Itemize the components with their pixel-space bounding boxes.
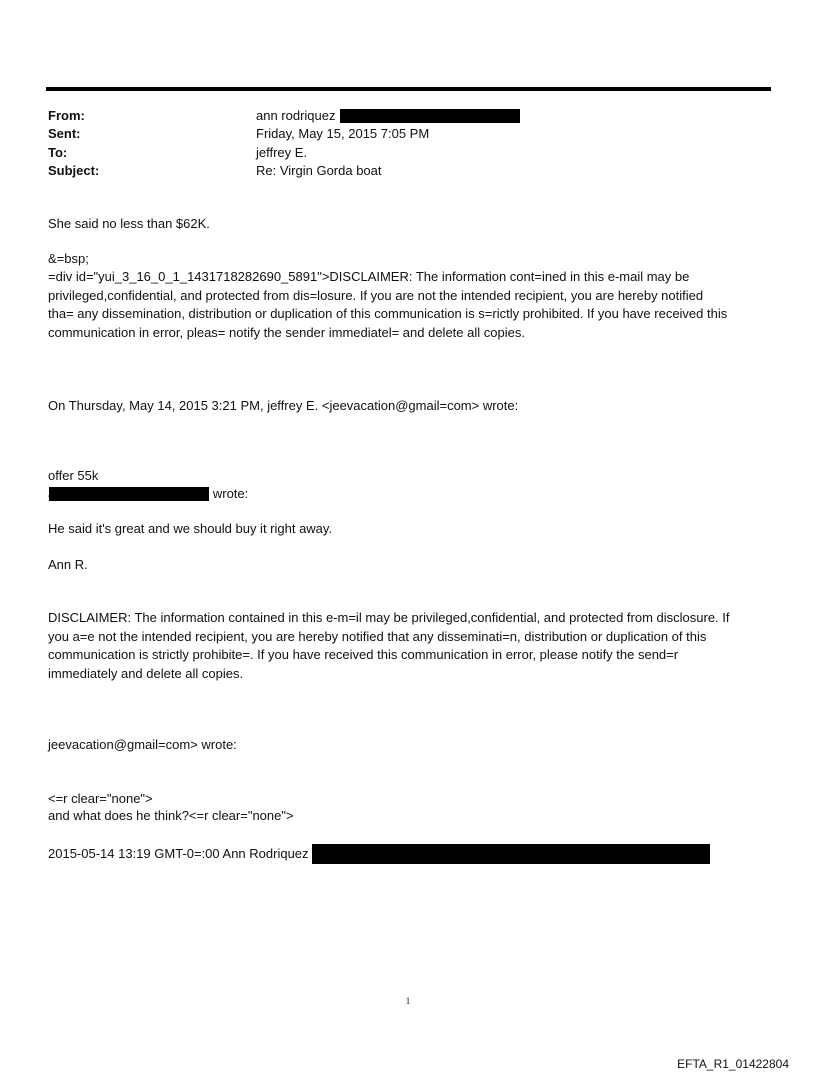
body-line-br-clear: <=r clear="none"> [48,791,153,806]
page-number: 1 [405,996,411,1006]
from-label: From: [48,108,85,123]
sent-label: Sent: [48,126,81,141]
disclaimer-1-line: privileged,confidential, and protected from dis=losure. If you are not the intended recipient, you are hereby notified [48,287,704,303]
disclaimer-2-line: you a=e not the intended recipient, you are hereby notified that any disseminati=n, distribution or duplication of this [48,628,707,644]
redaction-box [340,109,520,123]
from-name: ann rodriquez [256,108,336,123]
body-line-nbsp: &=bsp; [48,251,89,266]
disclaimer-2-line: DISCLAIMER: The information contained in this e-m=il may be privileged,confidential, and protected from disclosure. If [48,610,730,625]
sent-value: Friday, May 15, 2015 7:05 PM [256,126,430,141]
body-line-date [48,844,710,864]
redaction-box [312,844,710,864]
header-rule [46,87,771,91]
body-line-and-what: and what does he think?<=r clear="none"> [48,808,294,823]
from-value [256,107,520,125]
to-value: jeffrey E. [256,145,308,160]
wrote-text: wrote: [212,486,249,501]
disclaimer-1-line: =div id="yui_3_16_0_1_1431718282690_5891">DISCLAIMER: The information cont=ined in this e-mail may be [48,269,690,284]
body-line-offer: offer 55k [48,468,99,483]
to-label: To: [48,145,68,160]
subject-label: Subject: [48,163,100,178]
body-line-jee-wrote: jeevacation@gmail=com> wrote: [48,737,237,752]
redaction-box [49,487,209,501]
disclaimer-2-line: communication is strictly prohibite=. If you have received this communication in error, please notify the send=r [48,647,679,662]
body-line-wrote [48,485,248,504]
body-line-price: She said no less than $62K. [48,216,210,231]
quote-header: On Thursday, May 14, 2015 3:21 PM, jeffrey E. <jeevacation@gmail=com> wrote: [48,398,519,413]
body-line-he-said: He said it's great and we should buy it right away. [48,521,333,536]
disclaimer-2-line: immediately and delete all copies. [48,665,244,681]
signature: Ann R. [48,557,88,572]
disclaimer-paragraph-2 [48,609,770,683]
subject-value: Re: Virgin Gorda boat [256,163,382,178]
disclaimer-1-line: communication in error, pleas= notify the sender immediatel= and delete all copies. [48,324,525,340]
disclaimer-paragraph-1 [48,268,770,342]
document-id: EFTA_R1_01422804 [677,1057,789,1071]
disclaimer-1-line: tha= any dissemination, distribution or duplication of this communication is s=rictly prohibited. If you have received this [48,306,728,321]
date-text: 2015-05-14 13:19 GMT-0=:00 Ann Rodriquez [48,846,309,861]
